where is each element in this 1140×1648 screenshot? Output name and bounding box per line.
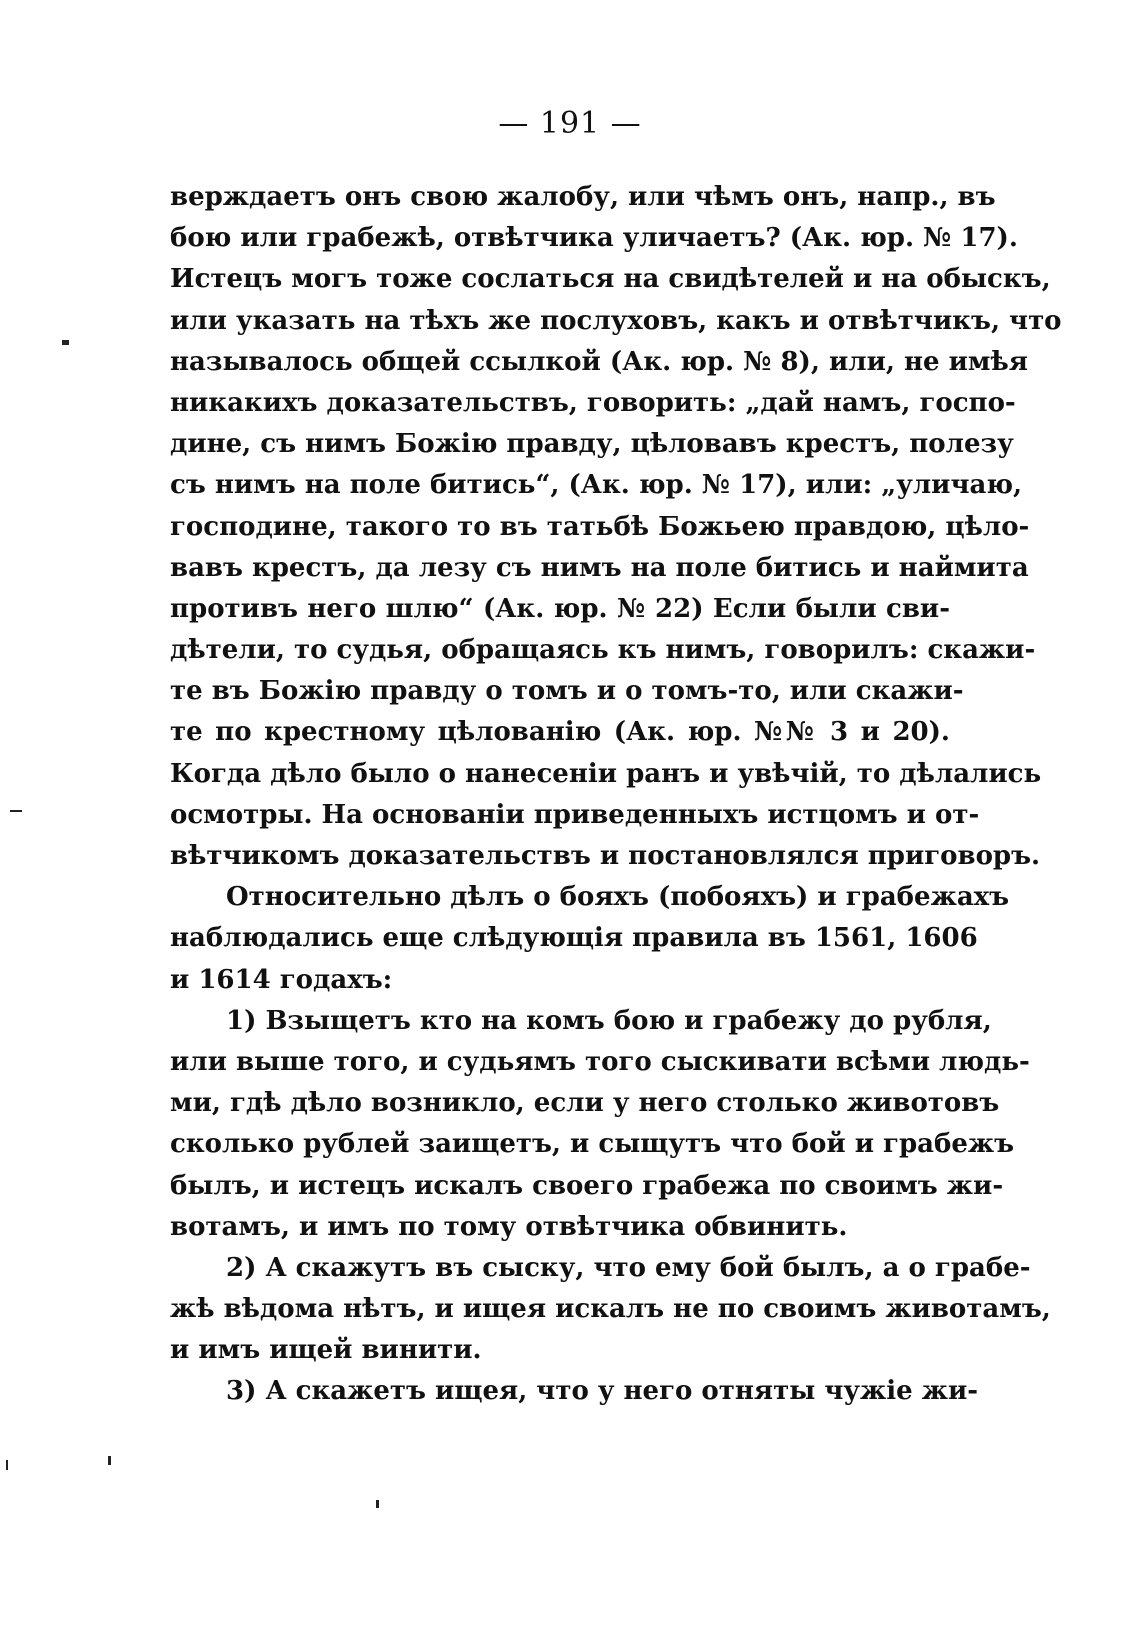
text-line: жѣ вѣдома нѣтъ, и ищея искалъ не по своимъ животамъ, [170,1294,1051,1325]
text-line: никакихъ доказательствъ, говорить: „дай намъ, госпо- [170,387,1016,418]
scan-speck [10,810,22,812]
scan-speck [6,1460,8,1470]
text-line: называлось общей ссылкой (Ак. юр. № 8), или, не имѣя [170,346,1028,377]
text-line: 2) А скажутъ въ сыску, что ему бой былъ, а о грабе- [226,1252,1031,1283]
text-line: былъ, и истецъ искалъ своего грабежа по своимъ жи- [170,1170,1004,1201]
scan-speck [108,1456,111,1465]
body-text [170,177,1062,1413]
text-line: бою или грабежѣ, отвѣтчика уличаетъ? (Ак. юр. № 17). [170,223,1018,254]
text-line: или выше того, и судьямъ того сыскивати всѣми людь- [170,1046,1030,1077]
text-line: Когда дѣло было о нанесеніи ранъ и увѣчій, то дѣлались [170,758,1042,789]
text-line: осмотры. На основаніи приведенныхъ истцомъ и от- [170,799,980,830]
text-line: 3) А скажетъ ищея, что у него отняты чужіе жи- [226,1376,979,1407]
text-line: противъ него шлю“ (Ак. юр. № 22) Если были сви- [170,593,950,624]
text-line: те по крестному цѣлованію (Ак. юр. №№ 3 и 20). [170,717,950,748]
text-line: и 1614 годахъ: [170,964,393,995]
text-line: Относительно дѣлъ о бояхъ (побояхъ) и грабежахъ [226,882,1010,913]
text-line: съ нимъ на поле битись“, (Ак. юр. № 17), или: „уличаю, [170,470,1023,501]
text-line: или указать на тѣхъ же послуховъ, какъ и отвѣтчикъ, что [170,305,1062,336]
text-line: вѣтчикомъ доказательствъ и постановлялся приговоръ. [170,841,1041,871]
text-line: сколько рублей заищетъ, и сыщутъ что бой и грабежъ [170,1129,1015,1160]
text-line: дѣтели, то судья, обращаясь къ нимъ, говорилъ: скажи- [170,635,1036,666]
text-line: 1) Взыщетъ кто на комъ бою и грабежу до рубля, [226,1005,992,1036]
text-line: вавъ крестъ, да лезу съ нимъ на поле битись и наймита [170,552,1029,583]
text-line: те въ Божію правду о томъ и о томъ-то, или скажи- [170,676,964,707]
scan-speck [376,1500,379,1508]
page-number: — 191 — [498,106,642,141]
scan-speck [62,340,69,345]
text-line: и имъ ищей винити. [170,1335,482,1366]
text-line: вотамъ, и имъ по тому отвѣтчика обвинить. [170,1211,848,1242]
text-line: наблюдались еще слѣдующія правила въ 1561, 1606 [170,923,978,954]
text-line: господине, такого то въ татьбѣ Божьею правдою, цѣло- [170,511,1030,542]
text-line: Истецъ могъ тоже сослаться на свидѣтелей и на обыскъ, [170,264,1051,295]
text-line: ми, гдѣ дѣло возникло, если у него столько животовъ [170,1088,1000,1119]
text-line: дине, съ нимъ Божію правду, цѣловавъ крестъ, полезу [170,429,1014,460]
text-line: верждаетъ онъ свою жалобу, или чѣмъ онъ, напр., въ [170,182,996,212]
